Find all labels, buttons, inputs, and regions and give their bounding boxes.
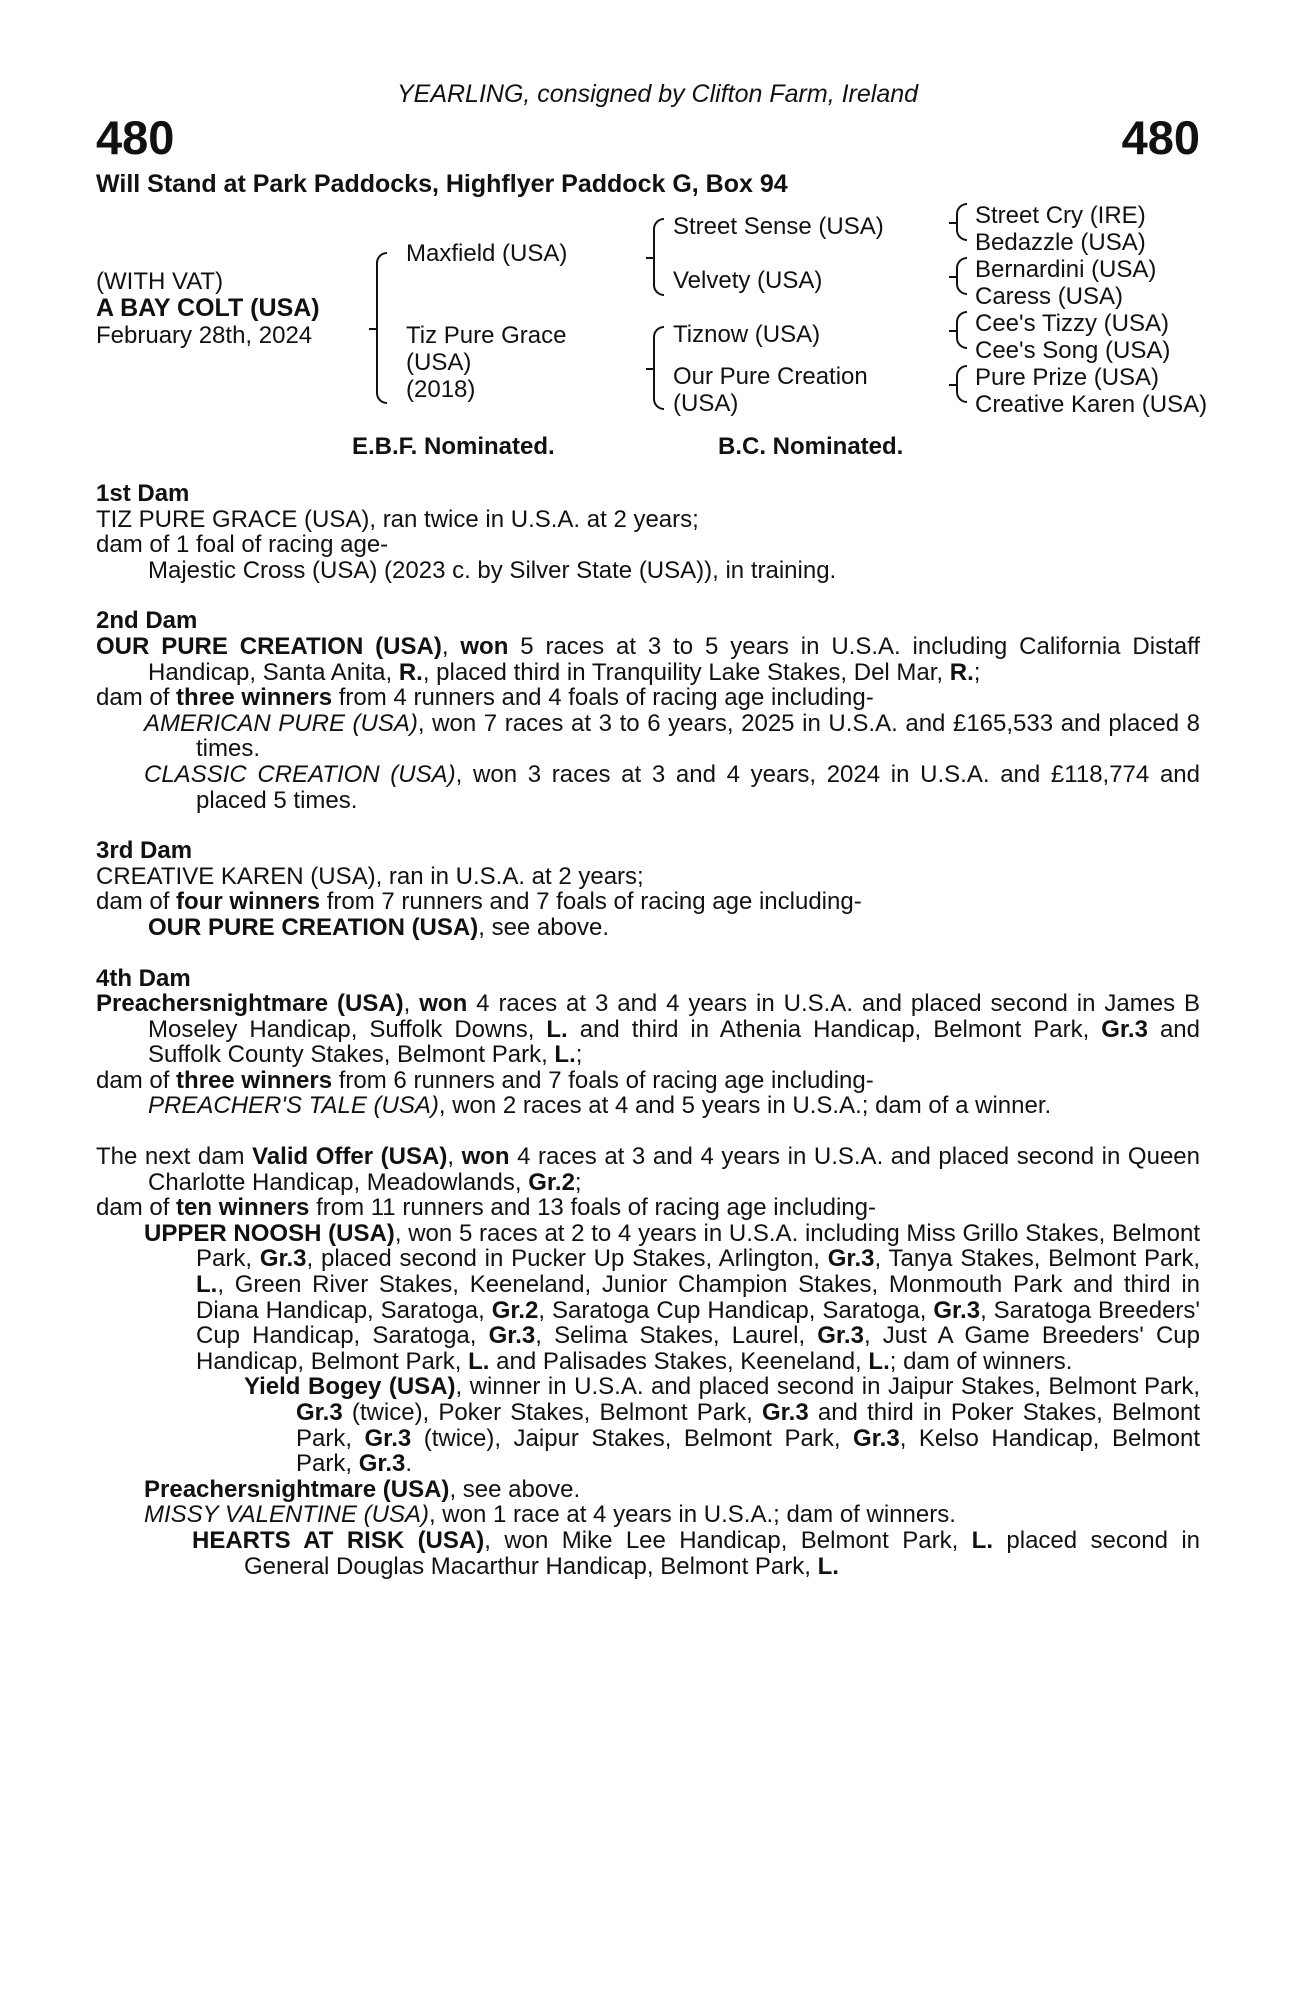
race-grade: L. [546,1015,568,1043]
produce-text: (twice), Jaipur Stakes, Belmont Park, [411,1424,853,1452]
fourth-dam-record: Preachersnightmare (USA), won 4 races at 3 and 4 years in U.S.A. and placed second in James B Moseley Handicap, Suffolk Downs, L. and third in Athenia Handicap, Belmont Park, Gr.3 and Suffolk County Stakes, Belmont Park, L.; [96,990,1200,1069]
produce-name: AMERICAN PURE (USA) [144,709,418,737]
race-grade: L. [468,1347,490,1375]
produce-text: and third in Poker Stakes, Belmont Park, [296,1399,1200,1452]
pedigree-brace-sd [956,257,967,295]
race-grade: Gr.3 [358,1450,406,1478]
pedigree-brace-dam [653,326,664,410]
first-dam-produce: dam of 1 foal of racing age- [96,531,389,559]
produce-name: PREACHER'S TALE (USA) [148,1092,439,1120]
produce-text: , Green River Stakes, Keeneland, Junior Champion Stakes, Monmouth Park and third in Diana Handicap, Saratoga, [196,1271,1200,1324]
foaling-date: February 28th, 2024 [96,322,313,349]
lot-number-right: 480 [1121,111,1200,164]
race-grade: L. [817,1552,839,1580]
record-text: 4 races at 3 and 4 years in U.S.A. and placed second in James B Moseley Handicap, Suffolk Downs, [148,990,1200,1043]
first-dam-foal: Majestic Cross (USA) (2023 c. by Silver State (USA)), in training. [148,556,837,584]
won-label: won [461,1143,510,1171]
pedigree-ddd: Creative Karen (USA) [975,391,1208,418]
pedigree-dam-3: (2018) [406,376,476,403]
produce-text: , Saratoga Cup Handicap, Saratoga, [538,1296,934,1324]
produce-text: , Kelso Handicap, Belmont Park, [296,1424,1200,1478]
produce-text: dam of [96,888,177,916]
consignment-line: YEARLING, consigned by Clifton Farm, Ireland [396,80,919,108]
produce-name: CLASSIC CREATION (USA) [144,760,456,788]
produce-text: ; dam of winners. [889,1347,1073,1375]
produce-text: dam of [96,1194,177,1222]
produce-text: , Tanya Stakes, Belmont Park, [874,1245,1200,1273]
ebf-nomination: E.B.F. Nominated. [352,433,555,460]
pedigree-dam-dam-2: (USA) [673,390,739,417]
pedigree-sire-dam: Velvety (USA) [673,267,823,294]
record-text: , placed third in Tranquility Lake Stakes, Del Mar, [422,658,950,686]
pedigree-dam-dam-1: Our Pure Creation [673,363,868,390]
record-text: ; [575,1041,583,1069]
record-text: 5 races at 3 to 5 years in U.S.A. including California Distaff Handicap, Santa Anita, [148,632,1200,686]
produce-text: dam of [96,1066,177,1094]
race-grade: Gr.3 [827,1245,875,1273]
produce-text: , see above. [449,1475,581,1503]
record-text: 4 races at 3 and 4 years in U.S.A. and placed second in Queen Charlotte Handicap, Meadowlands, [148,1143,1200,1196]
next-dam-produce [96,1195,1200,1221]
pedigree-sdd: Caress (USA) [975,283,1124,310]
produce-entry [96,1221,1200,1375]
produce-text: , placed second in Pucker Up Stakes, Arlington, [306,1245,828,1273]
produce-text: , winner in U.S.A. and placed second in Jaipur Stakes, Belmont Park, [455,1373,1200,1401]
produce-text: , won Mike Lee Handicap, Belmont Park, [484,1526,972,1554]
lot-number-left: 480 [96,111,175,164]
race-grade: Gr.3 [259,1245,307,1273]
race-grade: L. [196,1271,218,1299]
second-dam-name: OUR PURE CREATION (USA) [96,632,442,660]
race-grade: Gr.3 [1101,1015,1148,1043]
pedigree-sds: Bernardini (USA) [975,256,1157,283]
race-grade: Gr.3 [933,1296,981,1324]
race-grade: Gr.2 [528,1168,575,1196]
won-label: won [460,632,509,660]
race-grade: R. [949,658,974,686]
pedigree-brace-ds [956,311,967,349]
pedigree-brace-dd [956,365,967,403]
record-text: and Suffolk County Stakes, Belmont Park, [148,1015,1200,1069]
race-grade: L. [971,1526,993,1554]
fourth-dam-name: Preachersnightmare (USA) [96,990,404,1018]
catalogue-body [96,481,1200,1579]
second-dam-heading: 2nd Dam [96,607,198,635]
race-grade: Gr.3 [364,1424,412,1452]
produce-text: from 4 runners and 4 foals of racing age including- [332,684,874,712]
produce-entry [96,1374,1200,1476]
race-grade: Gr.2 [491,1296,539,1324]
produce-text: , won 2 races at 4 and 5 years in U.S.A.; dam of a winner. [438,1092,1052,1120]
winners-count: four winners [176,888,321,916]
winners-count: three winners [176,1066,333,1094]
vat-note: (WITH VAT) [96,268,224,295]
pedigree-dam-2: (USA) [406,349,472,376]
produce-text: , won 3 races at 3 and 4 years, 2024 in U.S.A. and £118,774 and placed 5 times. [196,760,1200,814]
produce-entry [96,915,1200,941]
produce-name: OUR PURE CREATION (USA) [148,913,479,941]
produce-entry [96,1093,1200,1119]
second-dam-record: OUR PURE CREATION (USA), won 5 races at 3 to 5 years in U.S.A. including California Distaff Handicap, Santa Anita, R., placed third in Tranquility Lake Stakes, Del Mar, R.; [96,632,1200,686]
horse-name: A BAY COLT (USA) [96,294,320,322]
race-grade: Gr.3 [761,1399,809,1426]
third-dam-produce [96,889,1200,915]
first-dam-line: TIZ PURE GRACE (USA), ran twice in U.S.A. at 2 years; [96,505,699,533]
race-grade: R. [398,658,423,686]
produce-text: from 11 runners and 13 foals of racing age including- [309,1194,876,1222]
produce-text: and Palisades Stakes, Keeneland, [489,1347,869,1375]
produce-text: from 7 runners and 7 foals of racing age including- [320,888,862,916]
next-dam-record: The next dam Valid Offer (USA), won 4 races at 3 and 4 years in U.S.A. and placed second in Queen Charlotte Handicap, Meadowlands, Gr.2; [96,1143,1200,1196]
winners-count: three winners [176,684,333,712]
produce-name: MISSY VALENTINE (USA) [144,1501,429,1529]
pedigree-sss: Street Cry (IRE) [975,202,1146,229]
record-text: ; [574,1168,582,1196]
race-grade: L. [868,1347,890,1375]
record-text: and third in Athenia Handicap, Belmont Park, [567,1015,1102,1043]
race-grade: L. [554,1041,576,1069]
pedigree-dam-sire: Tiznow (USA) [673,321,821,348]
record-text: The next dam [96,1143,253,1171]
produce-text: (twice), Poker Stakes, Belmont Park, [342,1399,762,1426]
produce-name: HEARTS AT RISK (USA) [192,1526,485,1554]
pedigree-dss: Cee's Tizzy (USA) [975,310,1169,337]
produce-text: placed second in General Douglas Macarthur Handicap, Belmont Park, [244,1526,1201,1580]
produce-text: , Just A Game Breeders' Cup Handicap, Belmont Park, [196,1322,1200,1375]
race-grade: Gr.3 [852,1424,900,1452]
produce-text: . [405,1450,413,1478]
produce-text: , won 1 race at 4 years in U.S.A.; dam of winners. [428,1501,956,1529]
produce-entry [96,1502,1200,1528]
produce-text: , won 7 races at 3 to 6 years, 2025 in U.S.A. and £165,533 and placed 8 times. [196,709,1201,763]
third-dam-heading: 3rd Dam [96,837,193,865]
pedigree-ssd: Bedazzle (USA) [975,229,1146,256]
pedigree-dsd: Cee's Song (USA) [975,337,1171,364]
produce-entry [96,711,1200,762]
bc-nomination: B.C. Nominated. [718,433,904,460]
produce-name: Yield Bogey (USA) [244,1373,456,1401]
first-dam-heading: 1st Dam [96,480,190,507]
pedigree-dds: Pure Prize (USA) [975,364,1160,391]
race-grade: Gr.3 [296,1399,343,1426]
produce-name: Preachersnightmare (USA) [144,1475,450,1503]
second-dam-produce [96,685,1200,711]
pedigree-dam-1: Tiz Pure Grace [406,322,567,349]
produce-entry [96,762,1200,813]
produce-name: UPPER NOOSH (USA) [144,1219,395,1247]
fourth-dam-produce [96,1068,1200,1094]
won-label: won [419,990,468,1018]
produce-text: , Selima Stakes, Laurel, [535,1322,818,1350]
produce-entry [96,1528,1200,1579]
pedigree-brace-ss [956,203,967,241]
produce-text: , see above. [478,913,609,941]
pedigree-sire-sire: Street Sense (USA) [673,213,884,240]
produce-text: , Saratoga Breeders' Cup Handicap, Saratoga, [196,1296,1200,1350]
pedigree-sire: Maxfield (USA) [406,240,568,267]
stand-location: Will Stand at Park Paddocks, Highflyer Paddock G, Box 94 [96,170,788,198]
next-dam-name: Valid Offer (USA) [252,1143,448,1171]
produce-text: dam of [96,684,177,712]
produce-text: , won 5 races at 2 to 4 years in U.S.A. including Miss Grillo Stakes, Belmont Park, [196,1219,1201,1273]
winners-count: ten winners [176,1194,310,1222]
produce-text: from 6 runners and 7 foals of racing age including- [332,1066,874,1094]
pedigree-brace-sire [653,218,664,296]
third-dam-line: CREATIVE KAREN (USA), ran in U.S.A. at 2 years; [96,862,644,890]
race-grade: Gr.3 [488,1322,536,1350]
record-text: ; [973,658,981,686]
fourth-dam-heading: 4th Dam [96,964,191,992]
produce-entry [96,1477,1200,1503]
pedigree-brace-gen1 [376,252,387,404]
race-grade: Gr.3 [817,1322,864,1350]
